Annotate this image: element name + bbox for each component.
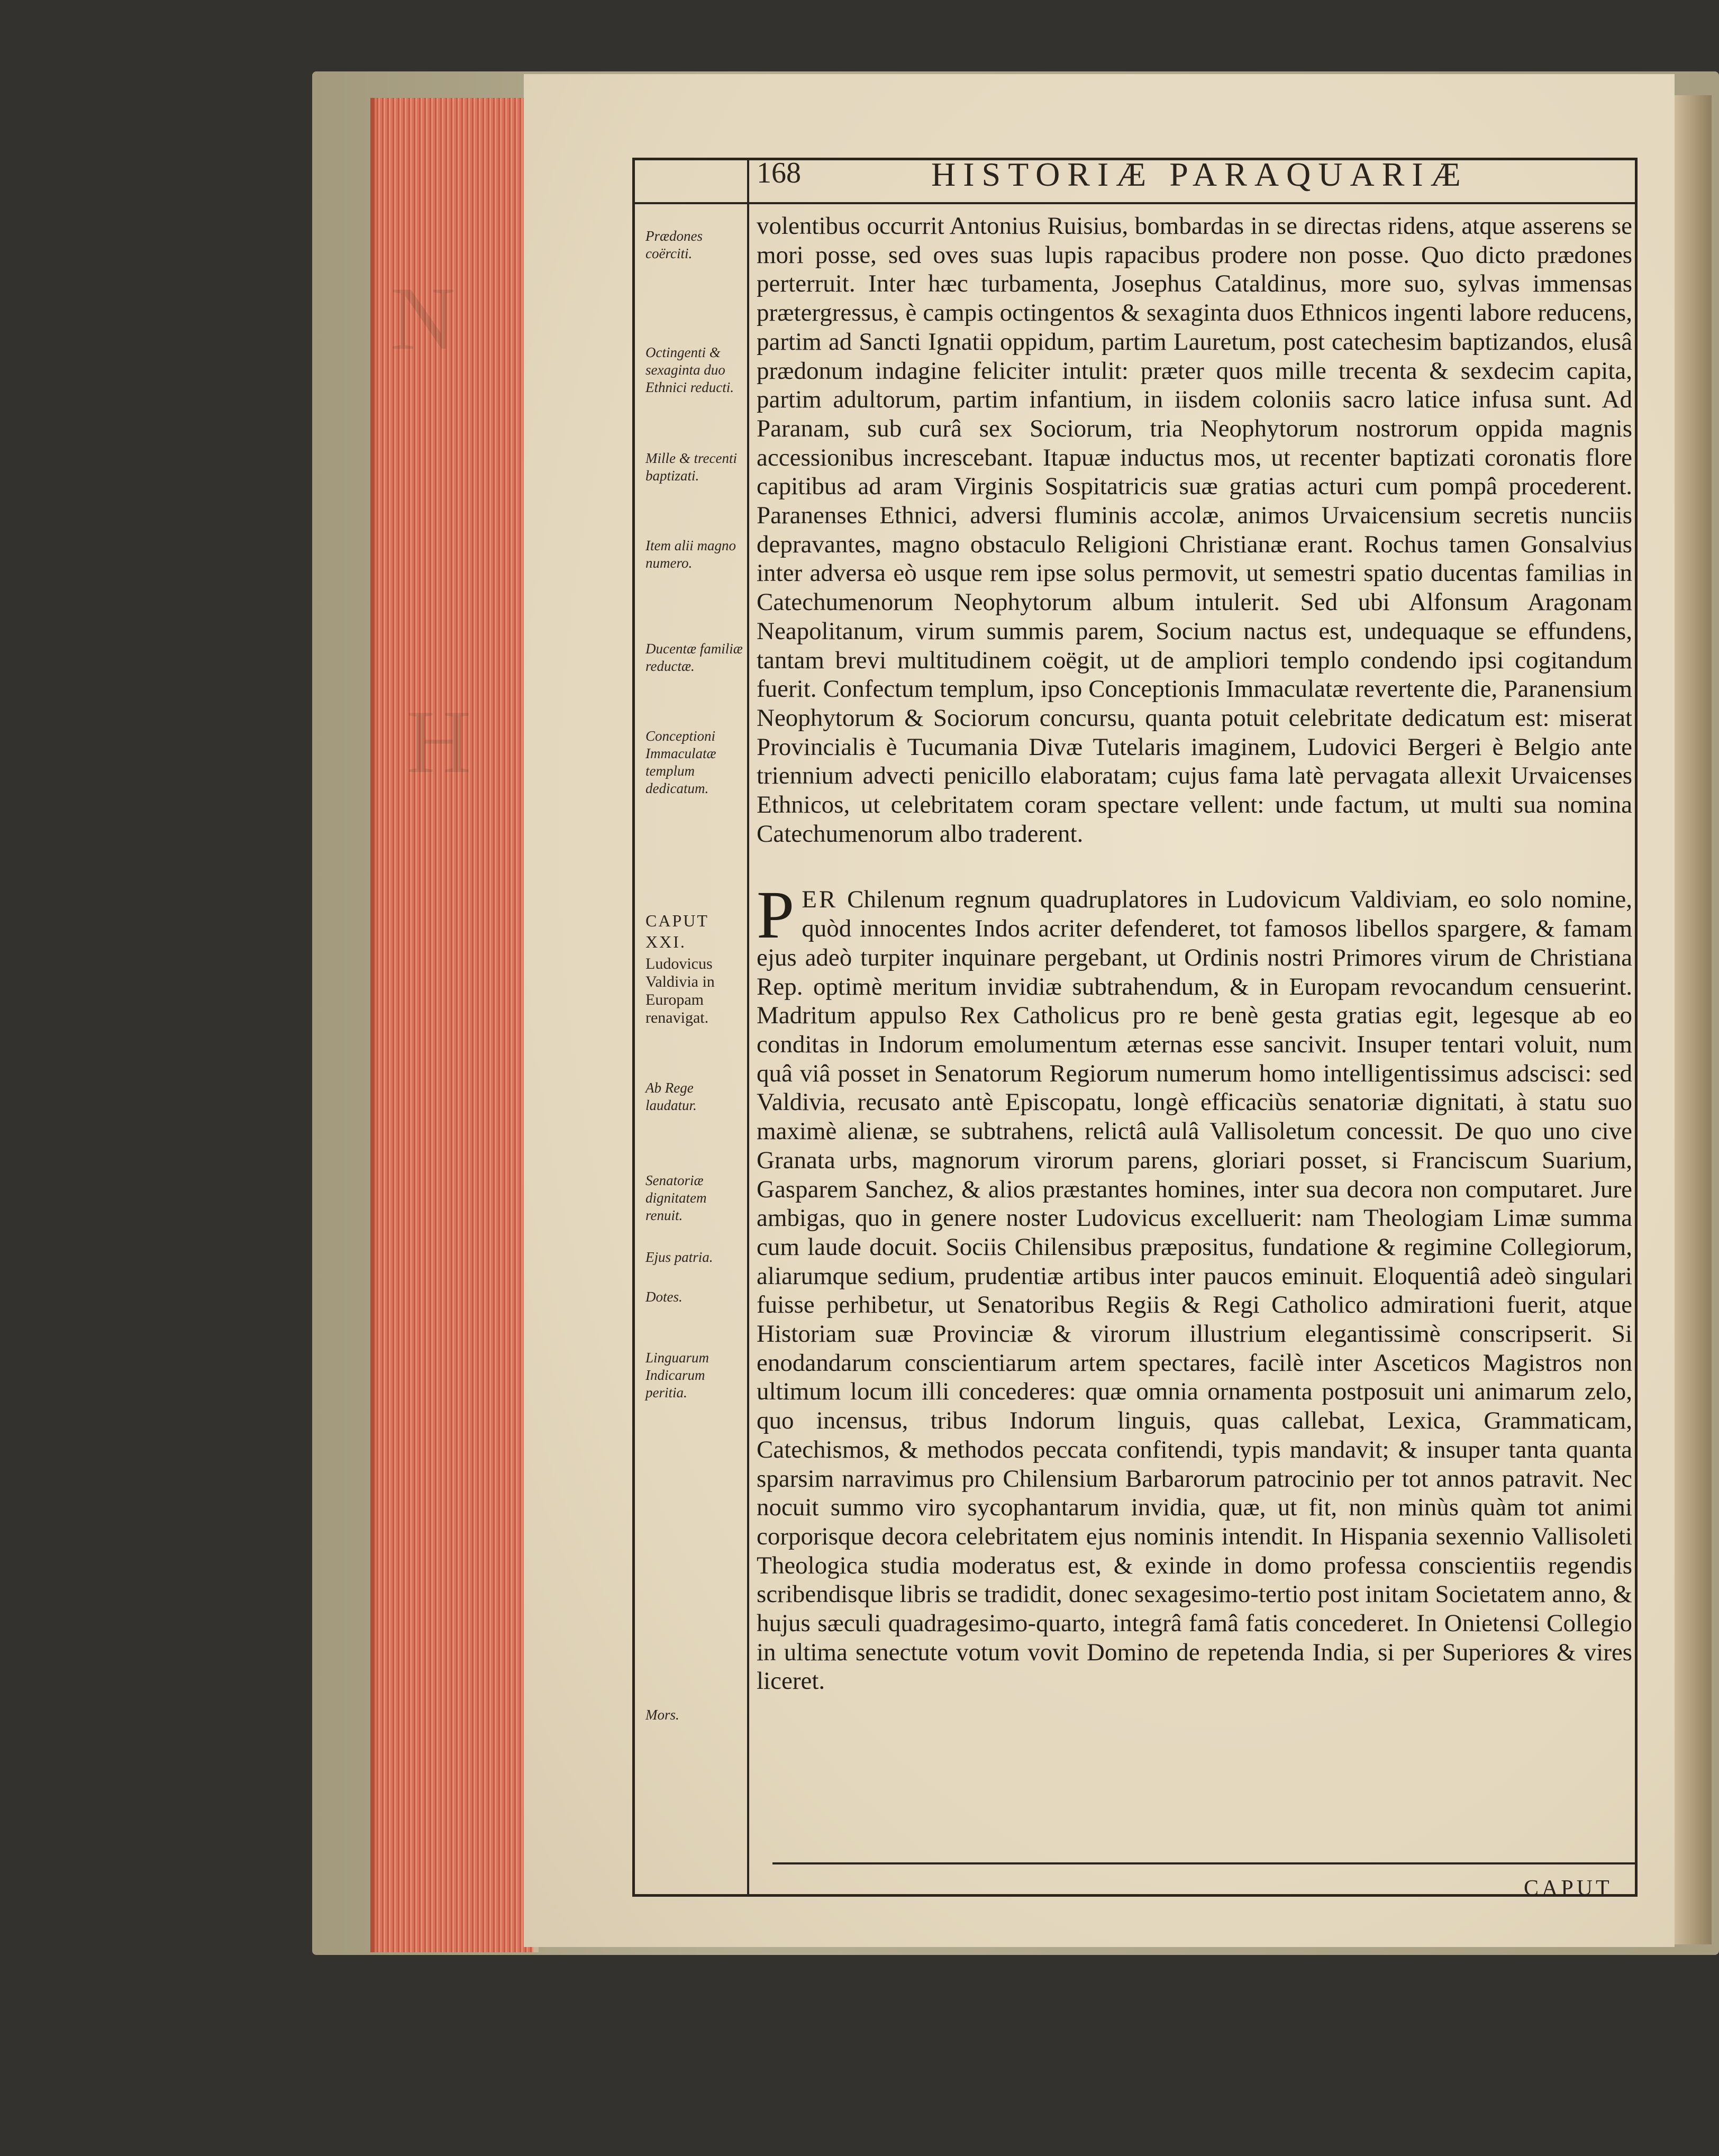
margin-notes bbox=[638, 222, 746, 1862]
page-gutter bbox=[1675, 95, 1712, 1944]
page-edge bbox=[370, 98, 539, 1952]
page-number: 168 bbox=[757, 157, 801, 189]
margin-note: Octingenti & sexaginta duo Ethnici reducti. bbox=[645, 344, 734, 395]
margin-note: Senatoriæ dignitatem renuit. bbox=[645, 1172, 707, 1223]
margin-note: Ludovicus Valdivia in Europam renavigat. bbox=[645, 955, 715, 1026]
frame-left-rule bbox=[632, 158, 635, 1897]
margin-note: Mors. bbox=[645, 1707, 679, 1723]
running-head bbox=[635, 156, 1635, 206]
margin-column-rule bbox=[747, 158, 749, 1897]
chapter-heading: CAPUT XXI. bbox=[645, 911, 709, 951]
margin-note: Ducentæ familiæ reductæ. bbox=[645, 641, 743, 674]
margin-note: Linguarum Indicarum peritia. bbox=[645, 1350, 710, 1400]
show-through-ink: N bbox=[390, 269, 456, 368]
main-text bbox=[757, 212, 1632, 1696]
frame-bottom-rule bbox=[632, 1894, 1638, 1897]
margin-note: Mille & trecenti baptizati. bbox=[645, 450, 737, 484]
body-paragraph-chapter bbox=[757, 877, 1632, 1696]
catchword: CAPUT bbox=[1524, 1876, 1613, 1900]
margin-note: Item alii magno numero. bbox=[645, 538, 736, 571]
paragraph-text: Chilenum regnum quadruplatores in Ludovicum Valdiviam, eo solo nomine, quòd innocentes Indos acriter defenderet, tot famosos libellos spargere, & famam ejus adeò turpiter inquinare pergebant, ut Ordinis nostri Primores virum de Christiana Rep. optimè meritum invidiæ subtrahendum, & in Europam revocandum censuerint. Madritum appulso Rex Catholicus pro re benè gesta gratias egit, legesque ab eo conditas in Indorum emolumentum æternas esse sancivit. Insuper tentari voluit, num quâ viâ posset in Senatorum Regiorum numerum homo intelligentissimus adscisci: sed Valdivia, recusato antè Episcopatu, longè efficaciùs senatoriæ dignitati, à statu suo maximè alienæ, se subtrahens, relictâ aulâ Vallisoletum concessit. De quo uno cive Granata urbs, magnorum virorum parens, gloriari posset, si Franciscum Suarium, Gasparem Sanchez, & alios præstantes homines, inter sua decora non computaret. Jure ambigas, quo in genere noster Ludovicus excelluerit: nam Theologiam Limæ summa cum laude docuit. Sociis Chilensibus præpositus, fundatione & regimine Collegiorum, aliarumque sedium, prudentiæ artibus inter paucos eminuit. Eloquentiâ adeò singulari fuisse perhibetur, ut Senatoribus Regiis & Regi Catholico admirationi fuerit, atque Historiam suæ Provinciæ & virorum illustrium elegantissimè conscripserit. Si enodandarum conscientiarum artem spectares, facilè inter Asceticos Magistros non ultimum locum illi concederes: quæ omnia ornamenta postposuit uni animarum zelo, quo incensus, tribus Indorum linguis, quas callebat, Lexica, Grammaticam, Catechismos, & methodos peccata confitendi, typis mandavit; & insuper tanta quanta sparsim narravimus pro Chilensium Barbarorum patrocinio per tot annos patravit. Nec nocuit summo viro sycophantarum invidia, quæ, ut fit, non minùs quàm tot animi corporisque decora celebritatem ejus nominis intendit. In Hispania sexennio Vallisoleti Theologica studia moderatus est, & exinde in domo professa conscientiis regendis scribendisque libris se tradidit, donec sexagesimo-tertio post initam Societatem anno, & hujus sæculi quadragesimo-quarto, integrâ famâ fatis concederet. In Onietensi Collegio in ultima senectute votum vovit Domino de repetenda India, si per Superiores & vires liceret. bbox=[757, 886, 1632, 1695]
body-paragraph: volentibus occurrit Antonius Ruisius, bombardas in se directas ridens, atque asserens se mori posse, sed oves suas lupis rapacibus prodere non posse. Quo dicto prædones perterruit. Inter hæc turbamenta, Josephus Cataldinus, more suo, sylvas immensas prætergressus, è campis octingentos & sexaginta duos Ethnicos ingenti labore reducens, partim ad Sancti Ignatii oppidum, partim Lauretum, post catechesim baptizandos, elusâ prædonum indagine feliciter intulit: præter quos mille trecenta & sexdecim capita, partim adultorum, partim infantium, in iisdem coloniis sacro latice infusa sunt. Ad Paranam, sub curâ sex Sociorum, tria Neophytorum nostrorum oppida magnis accessionibus increscebant. Itapuæ inductus mos, ut recenter baptizati coronatis flore capitibus ad aram Virginis Sospitatricis suæ gratias acturi cum pompâ procederent. Paranenses Ethnici, adversi fluminis accolæ, animos Urvaicensium secretis nunciis depravantes, magno obstaculo Religioni Christianæ erant. Rochus tamen Gonsalvius inter adversa eò usque rem ipse solus permovit, ut semestri spatio ducentas familias in Catechumenorum Neophytorum album intulerit. Sed ubi Alfonsum Aragonam Neapolitanum, virum summis parem, Socium nactus est, undequaque se effundens, tantam brevi multitudinem coëgit, ut de ampliori templo condendo ipsi cogitandum fuerit. Confectum templum, ipso Conceptionis Immaculatæ revertente die, Paranensium Neophytorum & Sociorum concursu, quanta potuit celebritate dedicatum est: miserat Provincialis è Tucumania Divæ Tutelaris imaginem, Ludovici Bergeri è Belgio ante triennium advecti penicillo elaboratam; cujus fama latè pervagata allexit Urvaicenses Ethnicos, ut celebritatem coram spectare vellent: unde factum, ut multi sua nomina Catechumenorum albo traderent. bbox=[757, 212, 1632, 848]
lead-in: ER bbox=[802, 886, 838, 914]
show-through-ink: H bbox=[406, 692, 471, 792]
text-bottom-rule bbox=[772, 1862, 1635, 1864]
margin-note: Conceptioni Immaculatæ templum dedicatum. bbox=[645, 728, 716, 796]
drop-cap: P bbox=[757, 877, 795, 953]
margin-note: Ejus patria. bbox=[645, 1249, 713, 1265]
frame-right-rule bbox=[1635, 158, 1638, 1897]
running-title: HISTORIÆ PARAQUARIÆ bbox=[931, 156, 1468, 193]
margin-note: Dotes. bbox=[645, 1289, 683, 1305]
margin-note: Prædones coërciti. bbox=[645, 228, 703, 261]
margin-note: Ab Rege laudatur. bbox=[645, 1080, 697, 1113]
